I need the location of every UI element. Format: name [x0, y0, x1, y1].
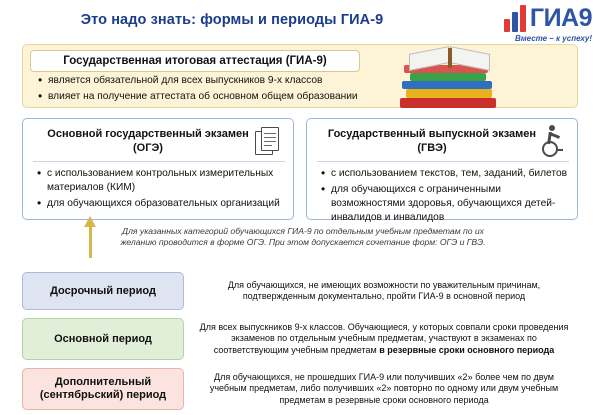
period-label-text: Досрочный период [50, 284, 156, 297]
period-description-additional [190, 368, 578, 410]
books-illustration [396, 44, 506, 114]
period-label-main [22, 318, 184, 360]
bars-icon [504, 4, 527, 32]
page-title: Это надо знать: формы и периоды ГИА-9 [80, 12, 384, 28]
exam-panel-oge [22, 118, 294, 220]
period-label-text: Основной период [54, 332, 152, 345]
exam-bullet-list [35, 167, 285, 213]
period-label-additional [22, 368, 184, 410]
logo-text: ГИА9 [529, 3, 592, 32]
document-icon [255, 127, 281, 157]
gia-bullet-list [36, 74, 396, 106]
gia9-logo [470, 2, 592, 48]
list-item: • с использованием контрольных измерительных материалов (КИМ) [35, 167, 285, 195]
period-description-main [190, 318, 578, 360]
period-label-text: Дополнительный (сентябрьский) период [39, 376, 167, 401]
period-description-text: Для обучающихся, не прошедших ГИА-9 или получивших «2» более чем по двум учебным предметам, либо получивших «2» повторно по одному или двум учебным предметам в резервные сроки основного периода [209, 371, 559, 405]
list-item: • влияет на получение аттестата об основном общем образовании [36, 90, 396, 104]
arrow-up-icon [84, 216, 100, 258]
wheelchair-icon [537, 125, 563, 157]
logo-mark-and-text [470, 2, 592, 34]
page-header [0, 0, 600, 46]
exam-title: Основной государственный экзамен (ОГЭ) [47, 128, 249, 154]
period-description-emphasis: в резервные сроки основного периода [379, 344, 555, 355]
list-item: • с использованием текстов, тем, заданий, билетов [319, 167, 569, 181]
exam-panel-gve [306, 118, 578, 223]
period-description-text: Для всех выпускников 9-х классов. Обучающиеся, у которых совпали сроки проведения экзаменов по отдельным учебным предметам, участвуют в экзаменах по соответствующим учебным предметам [199, 321, 569, 355]
exam-form-note: Для указанных категорий обучающихся ГИА-9 по отдельным учебным предметам по их желанию проводится в форме ОГЭ. При этом допускается сочетание форм: ОГЭ и ГВЭ. [120, 226, 486, 247]
gia-heading-box [30, 50, 360, 72]
exam-bullet-list [319, 167, 569, 227]
gia-heading-text: Государственная итоговая аттестация (ГИА-9) [63, 55, 327, 67]
list-item: • для обучающихся с ограниченными возможностями здоровья, обучающихся детей-инвалидов и инвалидов [319, 183, 569, 225]
logo-tagline: Вместе – к успеху! [514, 34, 592, 43]
period-description-text: Для обучающихся, не имеющих возможности по уважительным причинам, подтвержденным документально, пройти ГИА-9 в основной период [227, 279, 541, 301]
list-item: • для обучающихся образовательных организаций [35, 197, 285, 211]
list-item: • является обязательной для всех выпускников 9-х классов [36, 74, 396, 88]
open-book-icon [408, 44, 492, 68]
period-description-early [190, 272, 578, 310]
exam-title: Государственный выпускной экзамен (ГВЭ) [327, 128, 537, 154]
period-label-early [22, 272, 184, 310]
